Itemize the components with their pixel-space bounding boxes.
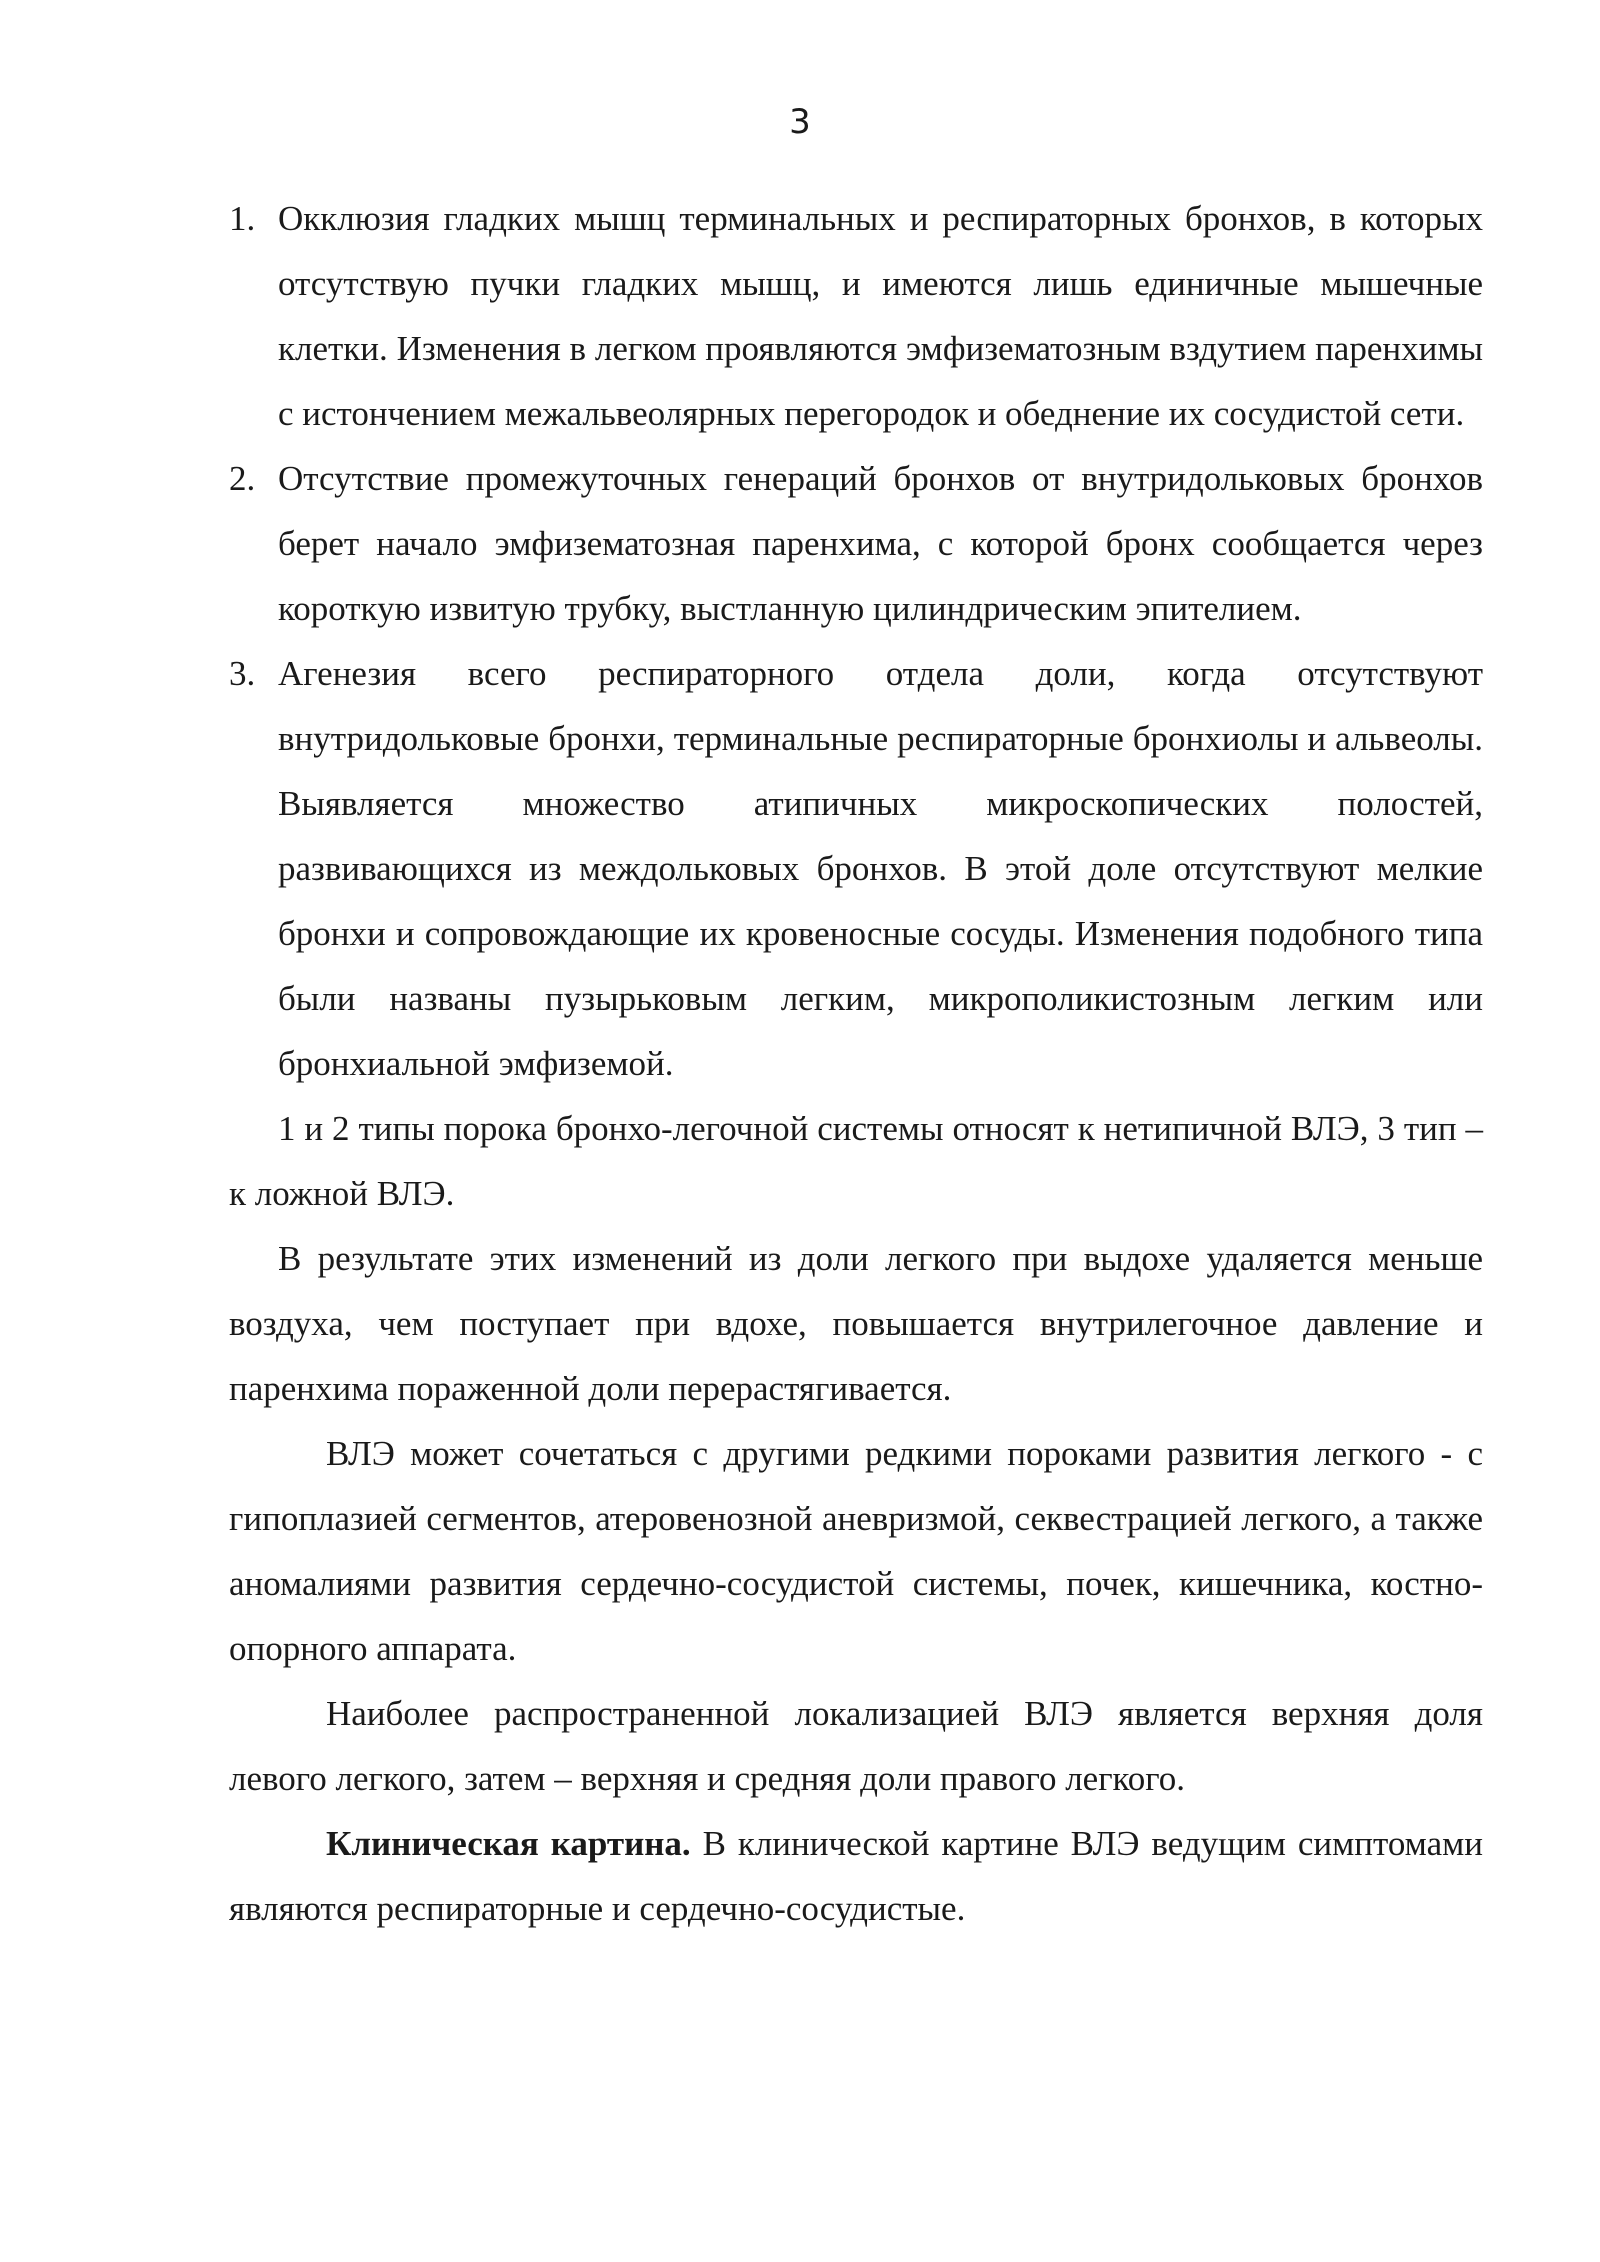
- list-item: [229, 641, 1483, 1096]
- types-note-paragraph: 1 и 2 типы порока бронхо-легочной системы относят к нетипичной ВЛЭ, 3 тип – к ложной ВЛЭ.: [229, 1109, 1483, 1213]
- clinical-text: В клинической картине ВЛЭ ведущим симптомами являются респираторные и сердечно-сосудистые.: [229, 1824, 1484, 1928]
- list-item: [229, 446, 1483, 641]
- localization-paragraph: Наиболее распространенной локализацией ВЛЭ является верхняя доля левого легкого, затем – верхняя и средняя доли правого легкого.: [229, 1694, 1483, 1798]
- clinical-paragraph: [229, 1811, 1483, 1941]
- list-marker: 3.: [229, 654, 256, 693]
- document-body: [229, 186, 1483, 1941]
- result-paragraph: В результате этих изменений из доли легкого при выдохе удаляется меньше воздуха, чем поступает при вдохе, повышается внутрилегочное давление и паренхима пораженной доли перерастягивается.: [229, 1239, 1483, 1408]
- list-marker: 1.: [229, 199, 256, 238]
- list-item-text: Окклюзия гладких мышц терминальных и респираторных бронхов, в которых отсутствую пучки гладких мышц, и имеются лишь единичные мышечные клетки. Изменения в легком проявляются эмфизематозным вздутием паренхимы с истончением межальвеолярных перегородок и обеднение их сосудистой сети.: [278, 199, 1483, 433]
- list-item-text: Агенезия всего респираторного отдела доли, когда отсутствуют внутридольковые бронхи, терминальные респираторные бронхиолы и альвеолы. Выявляется множество атипичных микроскопических полостей, развивающихся из междольковых бронхов. В этой доле отсутствуют мелкие бронхи и сопровождающие их кровеносные сосуды. Изменения подобного типа были названы пузырьковым легким, микрополикистозным легким или бронхиальной эмфиземой.: [278, 654, 1483, 1083]
- numbered-list: [229, 186, 1483, 1096]
- page-number: 3: [789, 102, 811, 142]
- combination-paragraph: ВЛЭ может сочетаться с другими редкими пороками развития легкого - с гипоплазией сегментов, атеровенозной аневризмой, секвестрацией легкого, а также аномалиями развития сердечно-сосудистой системы, почек, кишечника, костно-опорного аппарата.: [229, 1434, 1483, 1668]
- list-item: [229, 186, 1483, 446]
- clinical-heading: Клиническая картина.: [326, 1824, 691, 1863]
- list-marker: 2.: [229, 459, 256, 498]
- list-item-text: Отсутствие промежуточных генераций бронхов от внутридольковых бронхов берет начало эмфизематозная паренхима, с которой бронх сообщается через короткую извитую трубку, выстланную цилиндрическим эпителием.: [278, 459, 1483, 628]
